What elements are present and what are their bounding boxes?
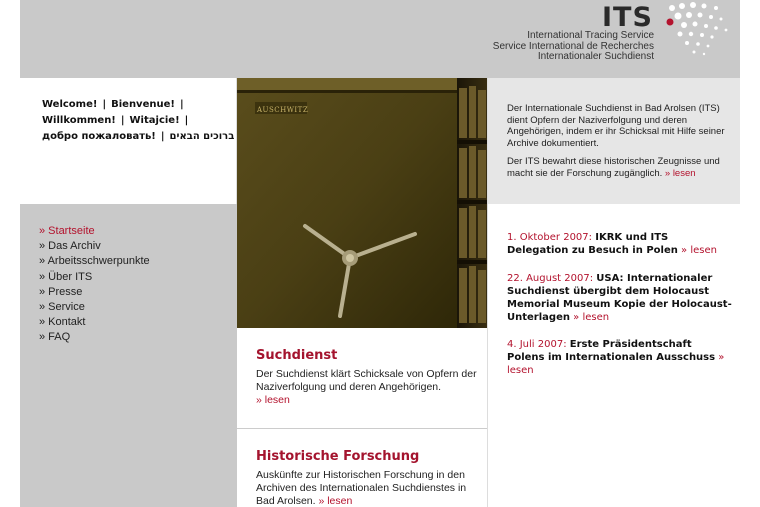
- lesen-link-news[interactable]: » lesen: [507, 352, 725, 376]
- its-logo-text[interactable]: ITS: [602, 2, 653, 33]
- nav-item-faq[interactable]: » FAQ: [39, 331, 71, 344]
- news-headline[interactable]: USA: Internationaler Suchdienst übergibt dem Holocaust Memorial Museum Kopie der Holocaust-Unterlagen: [507, 273, 732, 323]
- news-headline[interactable]: Erste Präsidentschaft Polens im Internationalen Ausschuss: [507, 339, 716, 363]
- intro-panel: [488, 78, 740, 204]
- site-header: [20, 0, 740, 78]
- lesen-link-forschung[interactable]: » lesen: [318, 495, 353, 507]
- lesen-link-news[interactable]: » lesen: [573, 312, 610, 323]
- section-text-forschung: Auskünfte zur Historischen Forschung in den Archiven des Internationalen Suchdienstes in Bad Arolsen.: [256, 469, 467, 507]
- nav-item-arbeitsschwerpunkte[interactable]: » Arbeitsschwerpunkte: [39, 255, 150, 268]
- lang-link-de[interactable]: Willkommen!: [42, 115, 116, 126]
- lang-link-en[interactable]: Welcome!: [42, 99, 98, 110]
- news-item: [507, 338, 732, 377]
- archive-cabinet-photo: [237, 78, 488, 328]
- news-item: [507, 231, 732, 257]
- intro-paragraph-2-text: Der ITS bewahrt diese historischen Zeugnisse und macht sie der Forschung zugänglich.: [507, 156, 720, 179]
- welcome-panel: [20, 78, 237, 204]
- news-date: 22. August 2007:: [507, 273, 594, 284]
- page-frame: [20, 0, 740, 507]
- nav-menu: [39, 224, 150, 346]
- lang-link-he[interactable]: ברוכים הבאים: [169, 131, 235, 142]
- nav-item-service[interactable]: » Service: [39, 301, 85, 314]
- section-title-forschung[interactable]: Historische Forschung: [256, 449, 420, 464]
- logo-line-de: Internationaler Suchdienst: [537, 51, 654, 62]
- language-selector: Welcome! | Bienvenue! | Willkommen! | Witajcie! | добро пожаловать! | ברוכים הבאים: [42, 99, 235, 142]
- news-list: [488, 204, 740, 507]
- logo-line-en: International Tracing Service: [527, 30, 654, 41]
- left-navigation: [20, 204, 237, 507]
- lang-link-pl[interactable]: Witajcie!: [129, 115, 180, 126]
- lesen-link-intro[interactable]: » lesen: [664, 167, 696, 179]
- its-logo-dots-icon: [660, 0, 740, 60]
- nav-item-kontakt[interactable]: » Kontakt: [39, 316, 86, 329]
- nav-item-ueber-its[interactable]: » Über ITS: [39, 270, 93, 283]
- intro-paragraph-1: Der Internationale Suchdienst in Bad Arolsen (ITS) dient Opfern der Naziverfolgung und deren Angehörigen, indem er ihr Schicksal mit Hilfe seiner Archive dokumentiert.: [507, 103, 725, 149]
- section-text-suchdienst: Der Suchdienst klärt Schicksale von Opfern der Naziverfolgung und deren Angehörigen.: [256, 368, 477, 393]
- logo-line-fr: Service International de Recherches: [492, 40, 654, 52]
- news-item: [507, 272, 732, 324]
- section-title-suchdienst[interactable]: Suchdienst: [256, 348, 338, 363]
- nav-item-startseite[interactable]: » Startseite: [39, 225, 95, 237]
- section-suchdienst: [237, 328, 488, 429]
- news-headline[interactable]: IKRK und ITS Delegation zu Besuch in Polen: [507, 232, 678, 256]
- lang-link-fr[interactable]: Bienvenue!: [111, 99, 175, 110]
- section-body-suchdienst: [256, 368, 481, 407]
- news-date: 4. Juli 2007:: [507, 339, 567, 350]
- section-body-forschung: [256, 469, 481, 507]
- its-logo-subtitle: [493, 31, 654, 63]
- nav-item-presse[interactable]: » Presse: [39, 285, 83, 298]
- intro-text: [507, 103, 729, 179]
- news-date: 1. Oktober 2007:: [507, 232, 593, 243]
- auschwitz-label: AUSCHWITZ: [257, 106, 309, 114]
- lesen-link-suchdienst[interactable]: » lesen: [256, 394, 290, 406]
- lang-link-ru[interactable]: добро пожаловать!: [42, 131, 156, 142]
- lesen-link-news[interactable]: » lesen: [681, 245, 717, 256]
- nav-item-das-archiv[interactable]: » Das Archiv: [39, 240, 101, 253]
- intro-paragraph-2: [507, 156, 729, 179]
- main-sections: [237, 328, 488, 507]
